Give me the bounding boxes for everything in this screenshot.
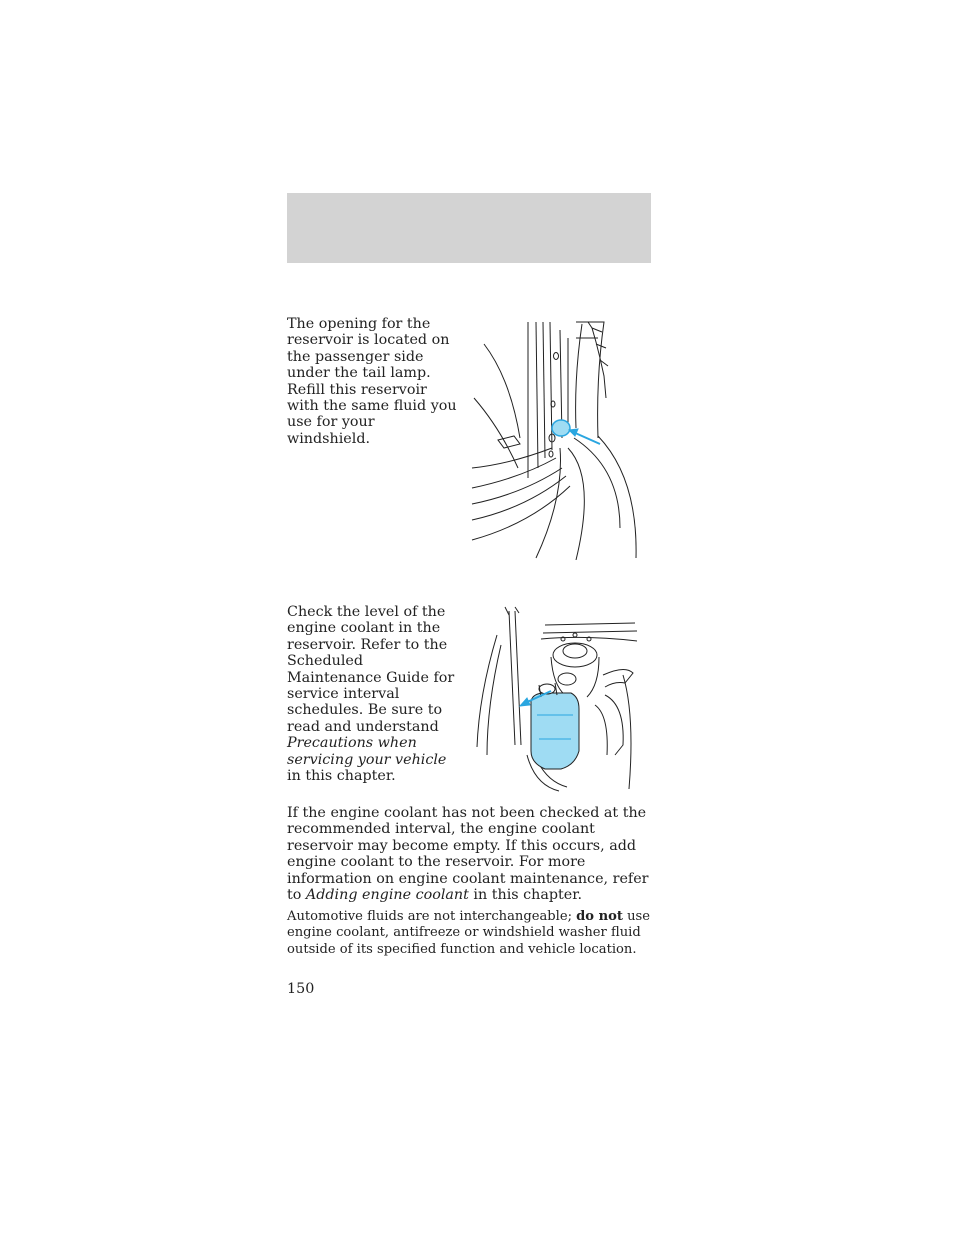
coolant-check-text: Check the level of the engine coolant in the reservoir. Refer to the Scheduled Maintenance Guide for service interval schedules. Be sure to read and understand <box>287 604 455 735</box>
section-header-band <box>287 193 651 263</box>
coolant-reservoir-illustration <box>475 605 640 792</box>
precautions-reference: Precautions when servicing your vehicle <box>287 735 447 768</box>
coolant-check-paragraph <box>287 604 457 784</box>
fluids-note-emphasis: do not <box>576 909 623 924</box>
coolant-empty-paragraph <box>287 805 655 903</box>
page-number: 150 <box>287 981 315 997</box>
fluids-note-text-end: use engine coolant, antifreeze or windshield washer fluid outside of its specified function and vehicle location. <box>287 909 650 957</box>
washer-reservoir-illustration <box>470 318 642 560</box>
coolant-empty-text: If the engine coolant has not been checked at the recommended interval, the engine coolant reservoir may become empty. If this occurs, add engine coolant to the reservoir. For more information on engine coolant maintenance, refer to <box>287 805 649 904</box>
fluids-note-text: Automotive fluids are not interchangeable; <box>287 909 577 924</box>
coolant-check-text-end: in this chapter. <box>287 768 396 785</box>
coolant-empty-text-end: in this chapter. <box>468 887 583 904</box>
adding-coolant-reference: Adding engine coolant <box>305 887 469 904</box>
washer-reservoir-paragraph: The opening for the reservoir is located on the passenger side under the tail lamp. Refill this reservoir with the same fluid you use for your windshield. <box>287 316 457 447</box>
fluids-caution-note <box>287 909 651 958</box>
